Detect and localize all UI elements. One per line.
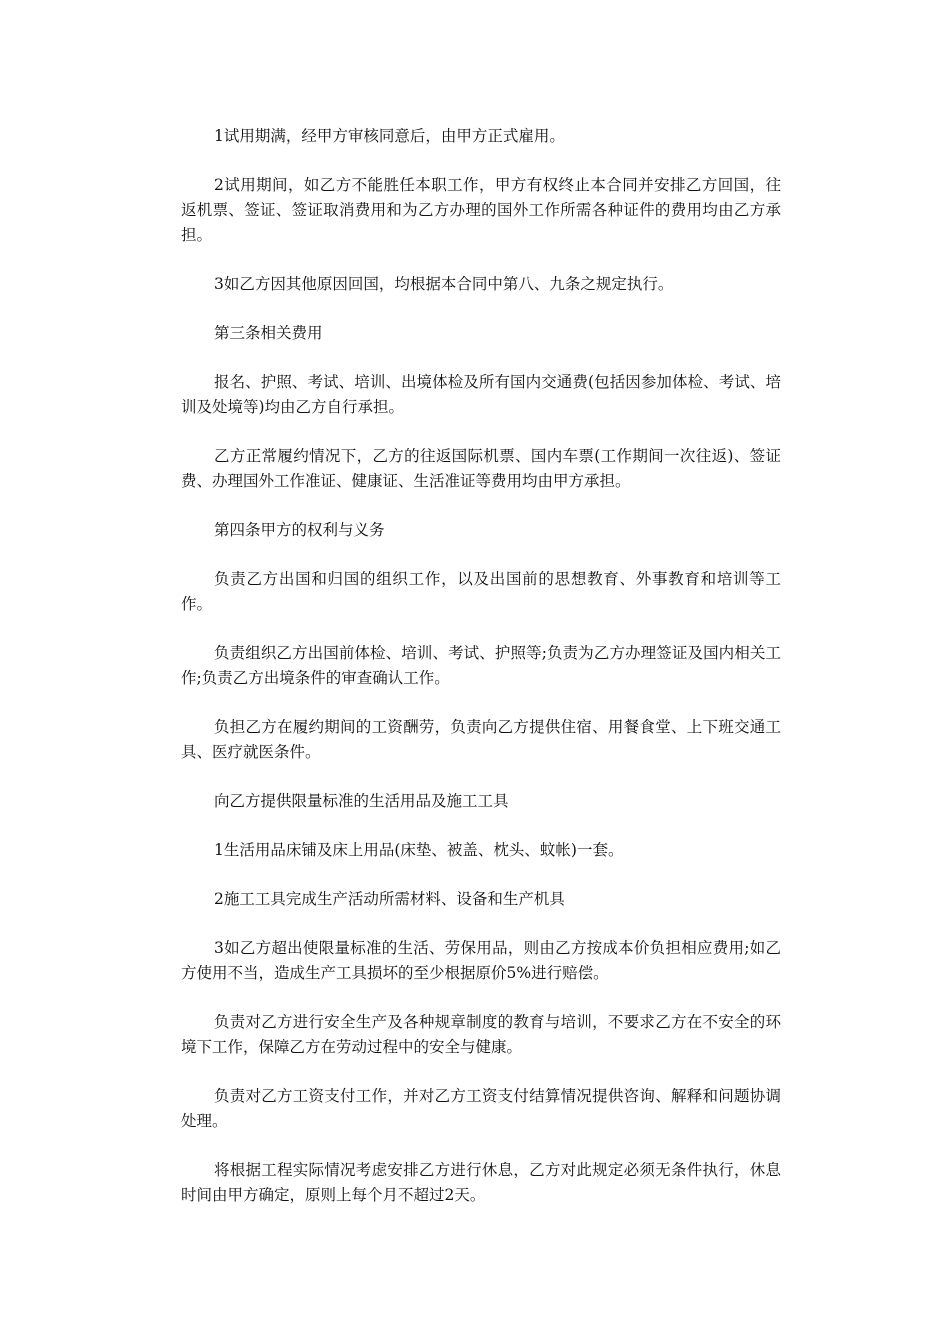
paragraph-9: 负责组织乙方出国前体检、培训、考试、护照等;负责为乙方办理签证及国内相关工作;负责乙方出境条件的审查确认工作。 [181, 644, 781, 687]
section-heading-article-3: 第三条相关费用 [214, 324, 323, 342]
paragraph-5: 报名、护照、考试、培训、出境体检及所有国内交通费(包括因参加体检、考试、培训及处境等)均由乙方自行承担。 [181, 373, 781, 416]
paragraph-13: 2施工工具完成生产活动所需材料、设备和生产机具 [214, 890, 565, 908]
paragraph-12: 1生活用品床铺及床上用品(床垫、被盖、枕头、蚊帐)一套。 [214, 841, 624, 859]
paragraph-3: 3如乙方因其他原因回国，均根据本合同中第八、九条之规定执行。 [214, 275, 674, 293]
paragraph-15: 负责对乙方进行安全生产及各种规章制度的教育与培训，不要求乙方在不安全的环境下工作，保障乙方在劳动过程中的安全与健康。 [181, 1013, 781, 1056]
paragraph-2: 2试用期间，如乙方不能胜任本职工作，甲方有权终止本合同并安排乙方回国，往返机票、签证、签证取消费用和为乙方办理的国外工作所需各种证件的费用均由乙方承担。 [181, 176, 781, 244]
document-body [181, 124, 781, 1232]
section-heading-article-4: 第四条甲方的权利与义务 [214, 521, 385, 539]
paragraph-16: 负责对乙方工资支付工作，并对乙方工资支付结算情况提供咨询、解释和问题协调处理。 [181, 1087, 781, 1130]
paragraph-10: 负担乙方在履约期间的工资酬劳，负责向乙方提供住宿、用餐食堂、上下班交通工具、医疗就医条件。 [181, 718, 781, 761]
paragraph-1: 1试用期满，经甲方审核同意后，由甲方正式雇用。 [214, 127, 565, 145]
paragraph-6: 乙方正常履约情况下，乙方的往返国际机票、国内车票(工作期间一次往返)、签证费、办理国外工作准证、健康证、生活准证等费用均由甲方承担。 [181, 447, 781, 490]
paragraph-14: 3如乙方超出使限量标准的生活、劳保用品，则由乙方按成本价负担相应费用;如乙方使用不当，造成生产工具损坏的至少根据原价5%进行赔偿。 [181, 939, 781, 982]
paragraph-8: 负责乙方出国和归国的组织工作，以及出国前的思想教育、外事教育和培训等工作。 [181, 570, 781, 613]
paragraph-17: 将根据工程实际情况考虑安排乙方进行休息，乙方对此规定必须无条件执行，休息时间由甲方确定，原则上每个月不超过2天。 [181, 1161, 781, 1204]
paragraph-11: 向乙方提供限量标准的生活用品及施工工具 [214, 792, 509, 810]
